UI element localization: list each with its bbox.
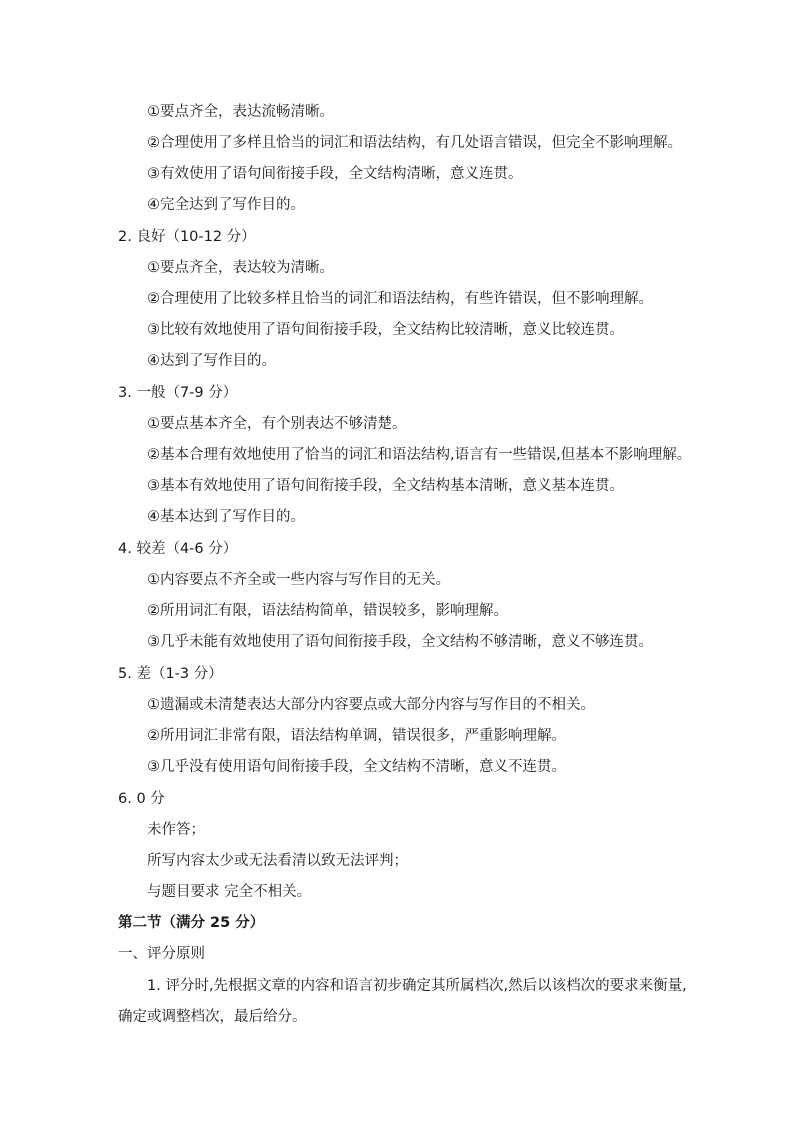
- section2-subtitle: 一、评分原则: [118, 946, 205, 962]
- level3-item-2: ②基本合理有效地使用了恰当的词汇和语法结构,语言有一些错误,但基本不影响理解。: [147, 447, 692, 463]
- level6-heading: 6. 0 分: [118, 791, 165, 807]
- level2-item-1: ①要点齐全，表达较为清晰。: [147, 260, 334, 276]
- level5-item-3: ③几乎没有使用语句间衔接手段，全文结构不清晰，意义不连贯。: [147, 759, 566, 775]
- level2-item-3: ③比较有效地使用了语句间衔接手段，全文结构比较清晰，意义比较连贯。: [147, 322, 624, 338]
- level1-item-4: ④完全达到了写作目的。: [147, 197, 305, 213]
- level1-item-3: ③有效使用了语句间衔接手段，全文结构清晰，意义连贯。: [147, 166, 523, 182]
- level3-item-1: ①要点基本齐全，有个别表达不够清楚。: [147, 416, 407, 432]
- section2-para1-line2: 确定或调整档次，最后给分。: [118, 1009, 307, 1025]
- level4-item-3: ③几乎未能有效地使用了语句间衔接手段，全文结构不够清晰，意义不够连贯。: [147, 634, 653, 650]
- level1-item-2: ②合理使用了多样且恰当的词汇和语法结构，有几处语言错误，但完全不影响理解。: [147, 135, 682, 151]
- level6-item-2: 所写内容太少或无法看清以致无法评判；: [147, 853, 408, 869]
- level4-item-1: ①内容要点不齐全或一些内容与写作目的无关。: [147, 572, 450, 588]
- level4-item-2: ②所用词汇有限，语法结构简单，错误较多，影响理解。: [147, 603, 508, 619]
- level6-item-3: 与题目要求 完全不相关。: [147, 884, 312, 900]
- level3-heading: 3. 一般（7-9 分）: [118, 385, 238, 401]
- section2-title: 第二节（满分 25 分）: [118, 915, 265, 931]
- level2-item-4: ④达到了写作目的。: [147, 353, 276, 369]
- level3-item-3: ③基本有效地使用了语句间衔接手段，全文结构基本清晰，意义基本连贯。: [147, 478, 624, 494]
- level3-item-4: ④基本达到了写作目的。: [147, 509, 305, 525]
- level2-item-2: ②合理使用了比较多样且恰当的词汇和语法结构，有些许错误，但不影响理解。: [147, 291, 653, 307]
- level6-item-1: 未作答；: [147, 822, 205, 838]
- level5-heading: 5. 差（1-3 分）: [118, 666, 223, 682]
- section2-para1-line1: 1. 评分时,先根据文章的内容和语言初步确定其所属档次,然后以该档次的要求来衡量,: [147, 978, 687, 994]
- level2-heading: 2. 良好（10-12 分）: [118, 229, 256, 245]
- level1-item-1: ①要点齐全，表达流畅清晰。: [147, 104, 334, 120]
- level4-heading: 4. 较差（4-6 分）: [118, 541, 238, 557]
- level5-item-1: ①遗漏或未清楚表达大部分内容要点或大部分内容与写作目的不相关。: [147, 697, 595, 713]
- level5-item-2: ②所用词汇非常有限，语法结构单调，错误很多，严重影响理解。: [147, 728, 566, 744]
